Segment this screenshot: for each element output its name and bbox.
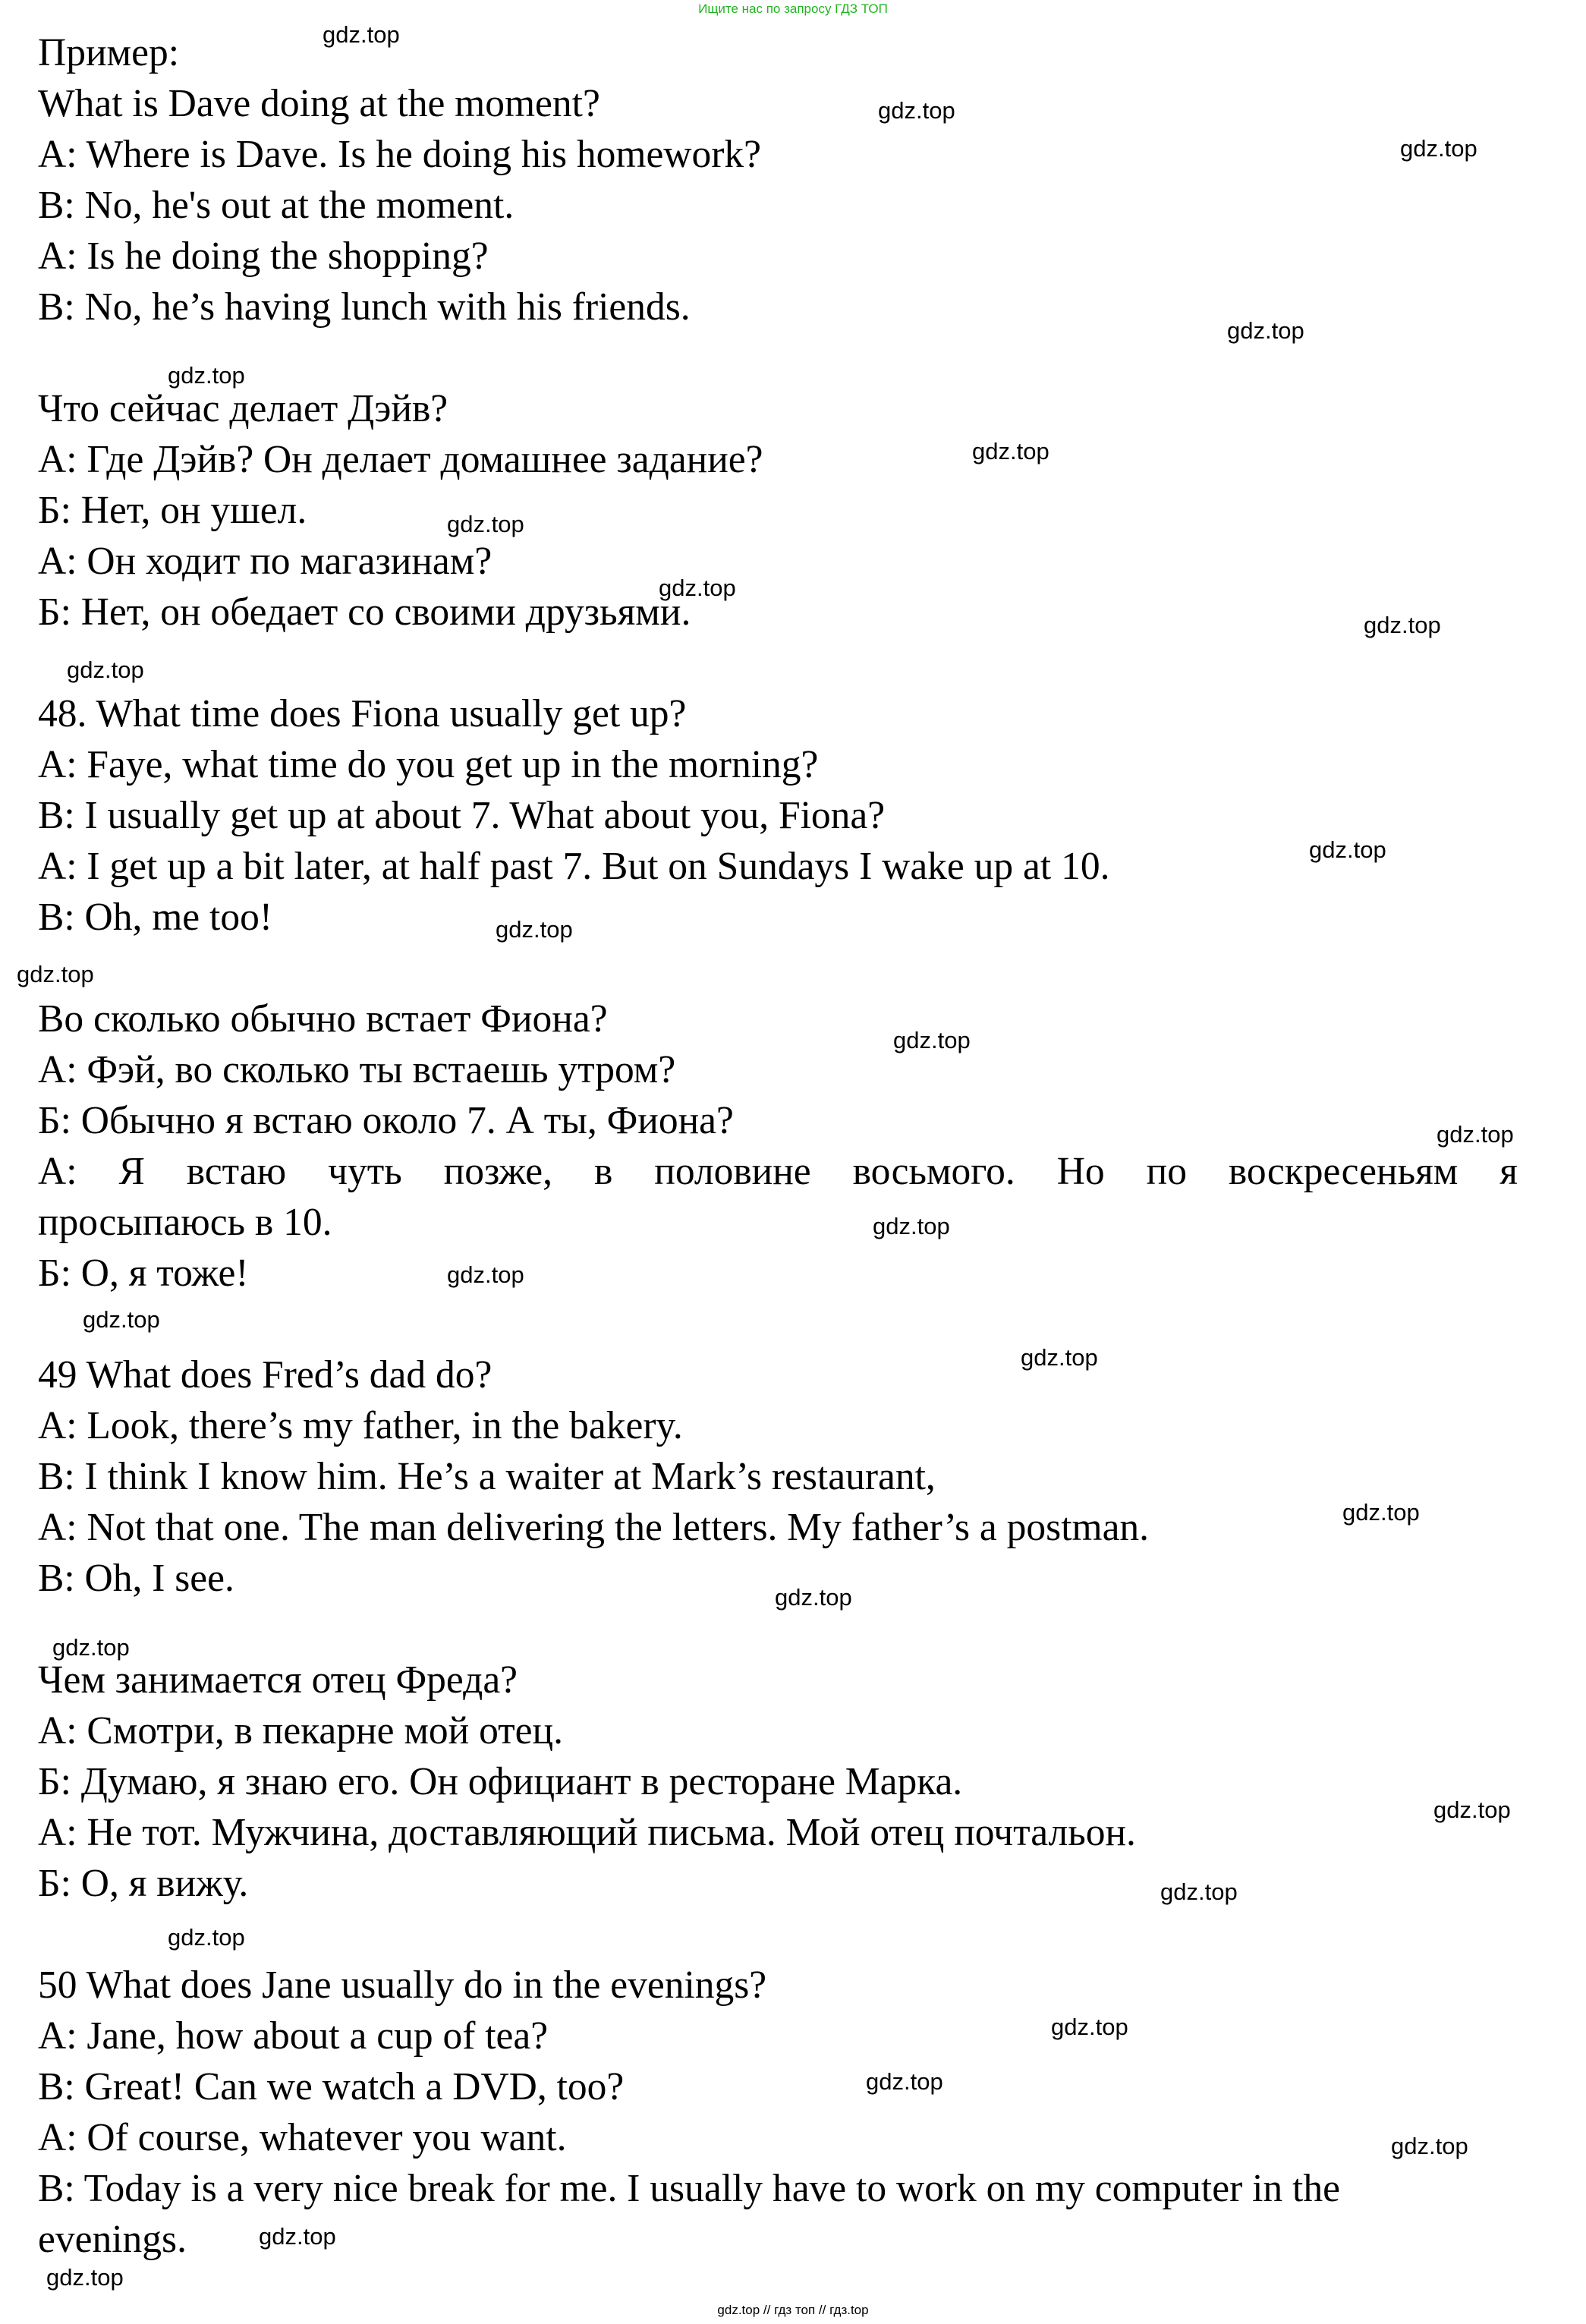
watermark: gdz.top xyxy=(1021,1344,1098,1371)
watermark: gdz.top xyxy=(447,511,524,537)
text-line: Б: Нет, он ушел. xyxy=(38,489,307,532)
watermark: gdz.top xyxy=(168,362,245,389)
text-line: evenings. xyxy=(38,2218,187,2261)
watermark: gdz.top xyxy=(67,657,144,683)
text-line: A: Jane, how about a cup of tea? xyxy=(38,2014,549,2058)
watermark: gdz.top xyxy=(1227,317,1304,344)
watermark: gdz.top xyxy=(496,916,573,943)
text-line: А: Он ходит по магазинам? xyxy=(38,540,492,583)
text-line: Б: Думаю, я знаю его. Он официант в ресторане Марка. xyxy=(38,1760,963,1803)
text-line: B: Today is a very nice break for me. I usually have to work on my computer in the xyxy=(38,2167,1340,2210)
text-line: B: I usually get up at about 7. What about you, Fiona? xyxy=(38,794,886,837)
watermark: gdz.top xyxy=(1391,2133,1468,2159)
text-line: Б: Обычно я встаю около 7. А ты, Фиона? xyxy=(38,1099,734,1142)
watermark: gdz.top xyxy=(17,961,94,987)
text-line: A: Look, there’s my father, in the bakery. xyxy=(38,1404,683,1447)
watermark: gdz.top xyxy=(1051,2014,1128,2040)
text-line: А: Не тот. Мужчина, доставляющий письма. Мой отец почтальон. xyxy=(38,1811,1136,1854)
text-line: Во сколько обычно встает Фиона? xyxy=(38,997,608,1041)
exercise-heading-50: 50 What does Jane usually do in the evenings? xyxy=(38,1963,767,2007)
watermark: gdz.top xyxy=(1342,1499,1420,1526)
watermark: gdz.top xyxy=(1433,1797,1511,1823)
text-line: What is Dave doing at the moment? xyxy=(38,82,600,125)
exercise-heading-49: 49 What does Fred’s dad do? xyxy=(38,1353,492,1397)
watermark: gdz.top xyxy=(893,1027,971,1053)
text-line: А: Где Дэйв? Он делает домашнее задание? xyxy=(38,438,763,481)
text-line: B: Great! Can we watch a DVD, too? xyxy=(38,2065,625,2108)
text-line: B: No, he's out at the moment. xyxy=(38,184,515,227)
text-line: Чем занимается отец Фреда? xyxy=(38,1658,518,1702)
watermark: gdz.top xyxy=(972,438,1049,464)
text-line: A: Not that one. The man delivering the letters. My father’s a postman. xyxy=(38,1506,1150,1549)
text-line: A: Is he doing the shopping? xyxy=(38,235,489,278)
watermark: gdz.top xyxy=(1309,836,1386,863)
text-line: B: Oh, I see. xyxy=(38,1557,234,1600)
watermark: gdz.top xyxy=(46,2264,124,2291)
watermark: gdz.top xyxy=(259,2223,336,2250)
text-line: B: Oh, me too! xyxy=(38,896,272,939)
watermark: gdz.top xyxy=(1400,135,1477,162)
text-line: A: I get up a bit later, at half past 7. But on Sundays I wake up at 10. xyxy=(38,845,1110,888)
watermark: gdz.top xyxy=(659,575,736,601)
search-banner: Ищите нас по запросу ГДЗ ТОП xyxy=(698,2,888,16)
watermark: gdz.top xyxy=(1364,612,1441,638)
text-line: Что сейчас делает Дэйв? xyxy=(38,387,448,430)
watermark: gdz.top xyxy=(775,1584,852,1611)
watermark: gdz.top xyxy=(447,1261,524,1288)
text-line: B: I think I know him. He’s a waiter at Mark’s restaurant, xyxy=(38,1455,936,1498)
footer-banner: gdz.top // гдз топ // гдз.top xyxy=(717,2303,869,2317)
text-line: Б: Нет, он обедает со своими друзьями. xyxy=(38,590,691,634)
watermark: gdz.top xyxy=(323,21,400,48)
text-line: А: Фэй, во сколько ты встаешь утром? xyxy=(38,1048,676,1091)
text-line: A: Faye, what time do you get up in the morning? xyxy=(38,743,819,786)
text-line: A: Where is Dave. Is he doing his homework? xyxy=(38,133,762,176)
text-line: А: Смотри, в пекарне мой отец. xyxy=(38,1709,563,1752)
text-line: Пример: xyxy=(38,31,180,74)
text-line: A: Of course, whatever you want. xyxy=(38,2116,567,2159)
watermark: gdz.top xyxy=(83,1306,160,1333)
text-line: Б: О, я тоже! xyxy=(38,1252,249,1295)
watermark: gdz.top xyxy=(1437,1121,1514,1148)
watermark: gdz.top xyxy=(878,97,955,124)
text-line: просыпаюсь в 10. xyxy=(38,1201,332,1244)
watermark: gdz.top xyxy=(52,1634,130,1661)
watermark: gdz.top xyxy=(873,1213,950,1239)
watermark: gdz.top xyxy=(1160,1878,1238,1905)
text-line: А: Я встаю чуть позже, в половине восьмого. Но по воскресеньям я xyxy=(38,1150,1518,1193)
watermark: gdz.top xyxy=(168,1924,245,1951)
exercise-heading-48: 48. What time does Fiona usually get up? xyxy=(38,692,687,735)
watermark: gdz.top xyxy=(866,2068,943,2095)
text-line: B: No, he’s having lunch with his friends. xyxy=(38,285,691,329)
text-line: Б: О, я вижу. xyxy=(38,1862,249,1905)
